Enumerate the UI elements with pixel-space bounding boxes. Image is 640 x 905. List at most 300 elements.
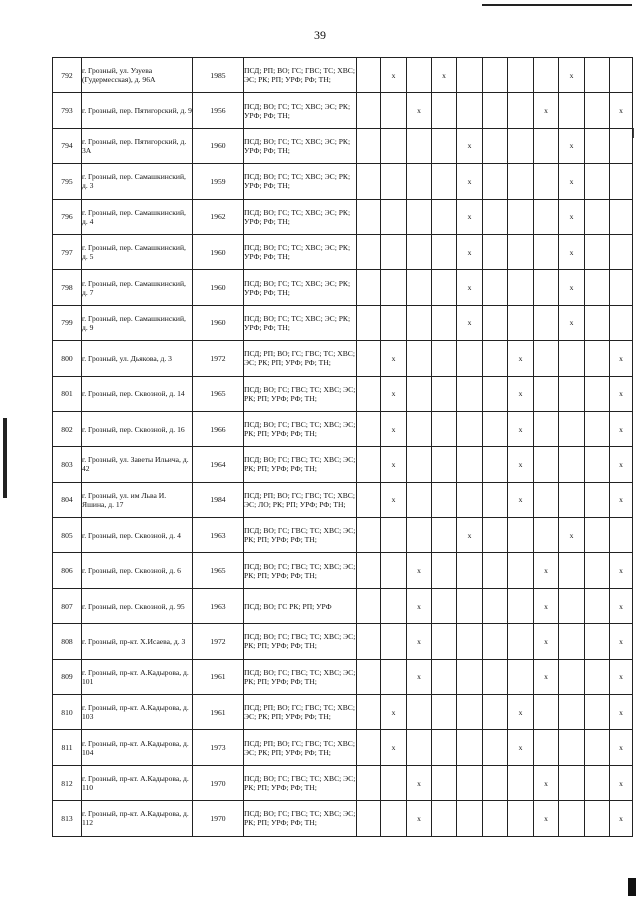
work-mark-cell (585, 305, 610, 340)
row-systems: ПСД; ВО; ГС; ГВС; ТС; ХВС; ЭС; РК; РП; УРФ; РФ; ТН; (244, 553, 357, 588)
row-systems: ПСД; ВО; ГС; ГВС; ТС; ХВС; ЭС; РК; РП; УРФ; РФ; ТН; (244, 518, 357, 553)
work-mark-cell (457, 765, 483, 800)
work-mark-cell (585, 518, 610, 553)
row-number: 798 (53, 270, 82, 305)
work-mark-cell (483, 93, 508, 128)
work-mark-cell (457, 482, 483, 517)
row-systems: ПСД; ВО; ГС; ТС; ХВС; ЭС; РК; УРФ; РФ; ТН; (244, 305, 357, 340)
work-mark-cell (381, 164, 407, 199)
row-address: г. Грозный, пр-кт. Х.Исаева, д. 3 (82, 624, 193, 659)
work-mark-cell (534, 482, 559, 517)
table-row (53, 341, 633, 376)
work-mark-cell: x (381, 482, 407, 517)
row-year: 1970 (193, 801, 244, 836)
work-mark-cell (483, 518, 508, 553)
work-mark-cell: x (534, 624, 559, 659)
work-mark-cell (457, 659, 483, 694)
work-mark-cell (559, 482, 585, 517)
work-mark-cell (585, 58, 610, 93)
work-mark-cell (357, 411, 381, 446)
work-mark-cell (610, 164, 633, 199)
row-number: 799 (53, 305, 82, 340)
table-row (53, 482, 633, 517)
work-mark-cell (483, 553, 508, 588)
row-number: 806 (53, 553, 82, 588)
table-row (53, 128, 633, 163)
work-mark-cell (508, 659, 534, 694)
row-address: г. Грозный, ул. Дьякова, д. 3 (82, 341, 193, 376)
work-mark-cell (483, 199, 508, 234)
row-year: 1973 (193, 730, 244, 765)
row-address: г. Грозный, пер. Сквозной, д. 4 (82, 518, 193, 553)
work-mark-cell (559, 411, 585, 446)
work-mark-cell (432, 624, 457, 659)
work-mark-cell (432, 128, 457, 163)
table-row (53, 164, 633, 199)
work-mark-cell (407, 695, 432, 730)
work-mark-cell (432, 447, 457, 482)
work-mark-cell: x (407, 765, 432, 800)
work-mark-cell: x (610, 482, 633, 517)
work-mark-cell (432, 93, 457, 128)
row-systems: ПСД; ВО; ГС; ТС; ХВС; ЭС; РК; УРФ; РФ; ТН; (244, 270, 357, 305)
work-mark-cell (508, 128, 534, 163)
table-row (53, 801, 633, 836)
work-mark-cell: x (381, 695, 407, 730)
row-systems: ПСД; ВО; ГС; ТС; ХВС; ЭС; РК; УРФ; РФ; ТН; (244, 128, 357, 163)
work-mark-cell (483, 164, 508, 199)
work-mark-cell (381, 624, 407, 659)
work-mark-cell: x (610, 695, 633, 730)
work-mark-cell (357, 624, 381, 659)
work-mark-cell: x (381, 341, 407, 376)
work-mark-cell: x (610, 765, 633, 800)
work-mark-cell (534, 447, 559, 482)
work-mark-cell: x (559, 270, 585, 305)
work-mark-cell: x (457, 270, 483, 305)
work-mark-cell (585, 128, 610, 163)
work-mark-cell (559, 341, 585, 376)
row-address: г. Грозный, пер. Сквозной, д. 14 (82, 376, 193, 411)
row-systems: ПСД; ВО; ГС; ГВС; ТС; ХВС; ЭС; РК; РП; УРФ; РФ; ТН; (244, 376, 357, 411)
work-mark-cell (585, 624, 610, 659)
work-mark-cell (534, 730, 559, 765)
work-mark-cell (432, 765, 457, 800)
work-mark-cell (508, 553, 534, 588)
work-mark-cell (559, 801, 585, 836)
row-year: 1960 (193, 270, 244, 305)
work-mark-cell (457, 588, 483, 623)
work-mark-cell (508, 305, 534, 340)
work-mark-cell: x (610, 553, 633, 588)
work-mark-cell (357, 447, 381, 482)
work-mark-cell (357, 730, 381, 765)
work-mark-cell (357, 93, 381, 128)
row-year: 1965 (193, 376, 244, 411)
work-mark-cell (534, 341, 559, 376)
work-mark-cell (357, 518, 381, 553)
work-mark-cell (610, 305, 633, 340)
work-mark-cell (585, 447, 610, 482)
work-mark-cell (457, 58, 483, 93)
work-mark-cell (381, 234, 407, 269)
row-number: 797 (53, 234, 82, 269)
row-number: 793 (53, 93, 82, 128)
work-mark-cell: x (534, 553, 559, 588)
work-mark-cell (407, 447, 432, 482)
row-number: 804 (53, 482, 82, 517)
work-mark-cell (534, 376, 559, 411)
work-mark-cell (381, 659, 407, 694)
row-year: 1960 (193, 234, 244, 269)
row-number: 805 (53, 518, 82, 553)
work-mark-cell (357, 234, 381, 269)
work-mark-cell (508, 518, 534, 553)
work-mark-cell (381, 93, 407, 128)
row-number: 808 (53, 624, 82, 659)
work-mark-cell: x (407, 624, 432, 659)
row-address: г. Грозный, пер. Самашкинский, д. 3 (82, 164, 193, 199)
work-mark-cell (432, 730, 457, 765)
work-mark-cell (483, 341, 508, 376)
work-mark-cell (585, 659, 610, 694)
work-mark-cell (508, 199, 534, 234)
work-mark-cell (432, 659, 457, 694)
table-row (53, 695, 633, 730)
work-mark-cell: x (457, 234, 483, 269)
work-mark-cell (432, 199, 457, 234)
work-mark-cell (381, 588, 407, 623)
work-mark-cell: x (381, 411, 407, 446)
work-mark-cell: x (508, 447, 534, 482)
row-address: г. Грозный, пер. Сквозной, д. 95 (82, 588, 193, 623)
work-mark-cell (483, 411, 508, 446)
top-rule (482, 4, 632, 6)
work-mark-cell (357, 341, 381, 376)
table-row (53, 376, 633, 411)
row-address: г. Грозный, пр-кт. А.Кадырова, д. 103 (82, 695, 193, 730)
row-number: 809 (53, 659, 82, 694)
work-mark-cell: x (381, 730, 407, 765)
row-number: 811 (53, 730, 82, 765)
work-mark-cell: x (457, 199, 483, 234)
work-mark-cell (585, 341, 610, 376)
row-year: 1985 (193, 58, 244, 93)
work-mark-cell (559, 447, 585, 482)
row-address: г. Грозный, пр-кт. А.Кадырова, д. 101 (82, 659, 193, 694)
work-mark-cell (610, 270, 633, 305)
row-year: 1959 (193, 164, 244, 199)
work-mark-cell (508, 270, 534, 305)
work-mark-cell (457, 695, 483, 730)
row-year: 1972 (193, 624, 244, 659)
work-mark-cell (585, 482, 610, 517)
work-mark-cell (585, 588, 610, 623)
work-mark-cell (407, 411, 432, 446)
work-mark-cell (357, 270, 381, 305)
row-year: 1963 (193, 588, 244, 623)
work-mark-cell: x (534, 93, 559, 128)
row-year: 1960 (193, 305, 244, 340)
table-row (53, 93, 633, 128)
work-mark-cell (508, 624, 534, 659)
row-year: 1970 (193, 765, 244, 800)
scan-edge-mark (628, 878, 636, 896)
work-mark-cell (457, 447, 483, 482)
work-mark-cell (407, 128, 432, 163)
work-mark-cell: x (508, 341, 534, 376)
work-mark-cell (585, 411, 610, 446)
work-mark-cell (432, 695, 457, 730)
work-mark-cell (559, 93, 585, 128)
work-mark-cell (357, 376, 381, 411)
work-mark-cell: x (610, 730, 633, 765)
housing-table (52, 57, 633, 837)
work-mark-cell (483, 765, 508, 800)
work-mark-cell (457, 553, 483, 588)
work-mark-cell: x (407, 801, 432, 836)
work-mark-cell (483, 376, 508, 411)
row-systems: ПСД; РП; ВО; ГС; ГВС; ТС; ХВС; ЭС; РК; РП; УРФ; РФ; ТН; (244, 58, 357, 93)
work-mark-cell: x (508, 482, 534, 517)
row-address: г. Грозный, пр-кт. А.Кадырова, д. 112 (82, 801, 193, 836)
work-mark-cell (483, 305, 508, 340)
row-year: 1961 (193, 659, 244, 694)
work-mark-cell (432, 341, 457, 376)
table-row (53, 58, 633, 93)
work-mark-cell: x (610, 93, 633, 128)
row-address: г. Грозный, пр-кт. А.Кадырова, д. 110 (82, 765, 193, 800)
work-mark-cell (534, 128, 559, 163)
work-mark-cell (483, 801, 508, 836)
work-mark-cell: x (559, 305, 585, 340)
table-row (53, 624, 633, 659)
row-number: 803 (53, 447, 82, 482)
work-mark-cell: x (508, 730, 534, 765)
work-mark-cell (407, 341, 432, 376)
row-address: г. Грозный, ул. Заветы Ильича, д. 42 (82, 447, 193, 482)
work-mark-cell: x (559, 164, 585, 199)
work-mark-cell (585, 730, 610, 765)
work-mark-cell: x (610, 447, 633, 482)
work-mark-cell (559, 695, 585, 730)
work-mark-cell (432, 588, 457, 623)
work-mark-cell (432, 411, 457, 446)
row-number: 802 (53, 411, 82, 446)
row-address: г. Грозный, пер. Пятигорский, д. 3А (82, 128, 193, 163)
work-mark-cell (585, 376, 610, 411)
row-systems: ПСД; ВО; ГС РК; РП; УРФ (244, 588, 357, 623)
work-mark-cell (357, 659, 381, 694)
work-mark-cell (432, 376, 457, 411)
work-mark-cell: x (610, 411, 633, 446)
row-year: 1961 (193, 695, 244, 730)
work-mark-cell (559, 765, 585, 800)
table-row (53, 447, 633, 482)
work-mark-cell: x (457, 305, 483, 340)
work-mark-cell: x (559, 518, 585, 553)
work-mark-cell (585, 765, 610, 800)
work-mark-cell: x (432, 58, 457, 93)
work-mark-cell (483, 588, 508, 623)
work-mark-cell (585, 199, 610, 234)
work-mark-cell (381, 765, 407, 800)
work-mark-cell (357, 305, 381, 340)
table-row (53, 270, 633, 305)
work-mark-cell: x (381, 376, 407, 411)
work-mark-cell (381, 553, 407, 588)
work-mark-cell (559, 376, 585, 411)
work-mark-cell: x (610, 341, 633, 376)
work-mark-cell (508, 801, 534, 836)
work-mark-cell (432, 305, 457, 340)
work-mark-cell (508, 58, 534, 93)
row-systems: ПСД; РП; ВО; ГС; ГВС; ТС; ХВС; ЭС; РК; РП; УРФ; РФ; ТН; (244, 730, 357, 765)
row-number: 810 (53, 695, 82, 730)
work-mark-cell (585, 234, 610, 269)
row-address: г. Грозный, пер. Самашкинский, д. 4 (82, 199, 193, 234)
work-mark-cell: x (534, 765, 559, 800)
work-mark-cell (585, 695, 610, 730)
table-row (53, 553, 633, 588)
work-mark-cell: x (610, 801, 633, 836)
work-mark-cell (610, 518, 633, 553)
work-mark-cell: x (407, 659, 432, 694)
table-row (53, 411, 633, 446)
row-systems: ПСД; РП; ВО; ГС; ГВС; ТС; ХВС; ЭС; РК; РП; УРФ; РФ; ТН; (244, 341, 357, 376)
work-mark-cell (534, 695, 559, 730)
work-mark-cell (534, 518, 559, 553)
row-systems: ПСД; ВО; ГС; ТС; ХВС; ЭС; РК; УРФ; РФ; ТН; (244, 93, 357, 128)
row-number: 801 (53, 376, 82, 411)
work-mark-cell (534, 411, 559, 446)
work-mark-cell (534, 199, 559, 234)
table-row (53, 518, 633, 553)
scan-edge-mark (3, 418, 7, 498)
page-number: 39 (314, 28, 326, 42)
row-address: г. Грозный, пер. Сквозной, д. 6 (82, 553, 193, 588)
table-row (53, 765, 633, 800)
work-mark-cell (432, 518, 457, 553)
work-mark-cell (407, 482, 432, 517)
row-address: г. Грозный, пер. Сквозной, д. 16 (82, 411, 193, 446)
work-mark-cell (432, 801, 457, 836)
work-mark-cell (585, 801, 610, 836)
row-systems: ПСД; РП; ВО; ГС; ГВС; ТС; ХВС; ЭС; ЛО; РК; РП; УРФ; РФ; ТН; (244, 482, 357, 517)
work-mark-cell: x (457, 164, 483, 199)
work-mark-cell (357, 128, 381, 163)
row-year: 1960 (193, 128, 244, 163)
work-mark-cell (483, 659, 508, 694)
work-mark-cell (534, 234, 559, 269)
work-mark-cell: x (559, 199, 585, 234)
work-mark-cell: x (407, 553, 432, 588)
table-row (53, 234, 633, 269)
work-mark-cell (407, 518, 432, 553)
work-mark-cell (585, 553, 610, 588)
row-year: 1962 (193, 199, 244, 234)
work-mark-cell (508, 765, 534, 800)
work-mark-cell: x (534, 659, 559, 694)
table-row (53, 305, 633, 340)
work-mark-cell: x (559, 128, 585, 163)
work-mark-cell (381, 199, 407, 234)
work-mark-cell: x (508, 411, 534, 446)
work-mark-cell (357, 164, 381, 199)
work-mark-cell (534, 270, 559, 305)
row-systems: ПСД; ВО; ГС; ГВС; ТС; ХВС; ЭС; РК; РП; УРФ; РФ; ТН; (244, 624, 357, 659)
table-row (53, 199, 633, 234)
work-mark-cell (610, 199, 633, 234)
work-mark-cell: x (508, 376, 534, 411)
row-number: 800 (53, 341, 82, 376)
work-mark-cell: x (381, 58, 407, 93)
work-mark-cell (432, 553, 457, 588)
work-mark-cell (534, 164, 559, 199)
work-mark-cell (357, 58, 381, 93)
work-mark-cell (381, 270, 407, 305)
work-mark-cell (357, 199, 381, 234)
work-mark-cell (483, 730, 508, 765)
work-mark-cell: x (534, 801, 559, 836)
work-mark-cell: x (559, 58, 585, 93)
work-mark-cell (483, 128, 508, 163)
row-number: 794 (53, 128, 82, 163)
row-year: 1956 (193, 93, 244, 128)
work-mark-cell (483, 624, 508, 659)
work-mark-cell (432, 482, 457, 517)
row-address: г. Грозный, пр-кт. А.Кадырова, д. 104 (82, 730, 193, 765)
work-mark-cell (457, 93, 483, 128)
row-number: 792 (53, 58, 82, 93)
work-mark-cell (483, 270, 508, 305)
work-mark-cell (357, 695, 381, 730)
work-mark-cell (508, 234, 534, 269)
work-mark-cell (585, 164, 610, 199)
row-year: 1984 (193, 482, 244, 517)
row-number: 812 (53, 765, 82, 800)
work-mark-cell (483, 447, 508, 482)
work-mark-cell (483, 482, 508, 517)
row-systems: ПСД; ВО; ГС; ТС; ХВС; ЭС; РК; УРФ; РФ; ТН; (244, 164, 357, 199)
work-mark-cell (357, 553, 381, 588)
row-number: 795 (53, 164, 82, 199)
work-mark-cell (559, 588, 585, 623)
row-systems: ПСД; РП; ВО; ГС; ГВС; ТС; ХВС; ЭС; РК; РП; УРФ; РФ; ТН; (244, 695, 357, 730)
work-mark-cell (508, 164, 534, 199)
row-year: 1966 (193, 411, 244, 446)
work-mark-cell (559, 659, 585, 694)
row-number: 813 (53, 801, 82, 836)
work-mark-cell (610, 234, 633, 269)
table-row (53, 659, 633, 694)
work-mark-cell (483, 58, 508, 93)
row-address: г. Грозный, пер. Самашкинский, д. 9 (82, 305, 193, 340)
row-systems: ПСД; ВО; ГС; ТС; ХВС; ЭС; РК; УРФ; РФ; ТН; (244, 199, 357, 234)
work-mark-cell: x (559, 234, 585, 269)
work-mark-cell: x (508, 695, 534, 730)
work-mark-cell: x (610, 588, 633, 623)
work-mark-cell (457, 624, 483, 659)
row-systems: ПСД; ВО; ГС; ГВС; ТС; ХВС; ЭС; РК; РП; УРФ; РФ; ТН; (244, 765, 357, 800)
table-row (53, 730, 633, 765)
work-mark-cell (457, 411, 483, 446)
row-number: 807 (53, 588, 82, 623)
row-year: 1965 (193, 553, 244, 588)
work-mark-cell (534, 305, 559, 340)
work-mark-cell: x (610, 659, 633, 694)
work-mark-cell: x (610, 376, 633, 411)
